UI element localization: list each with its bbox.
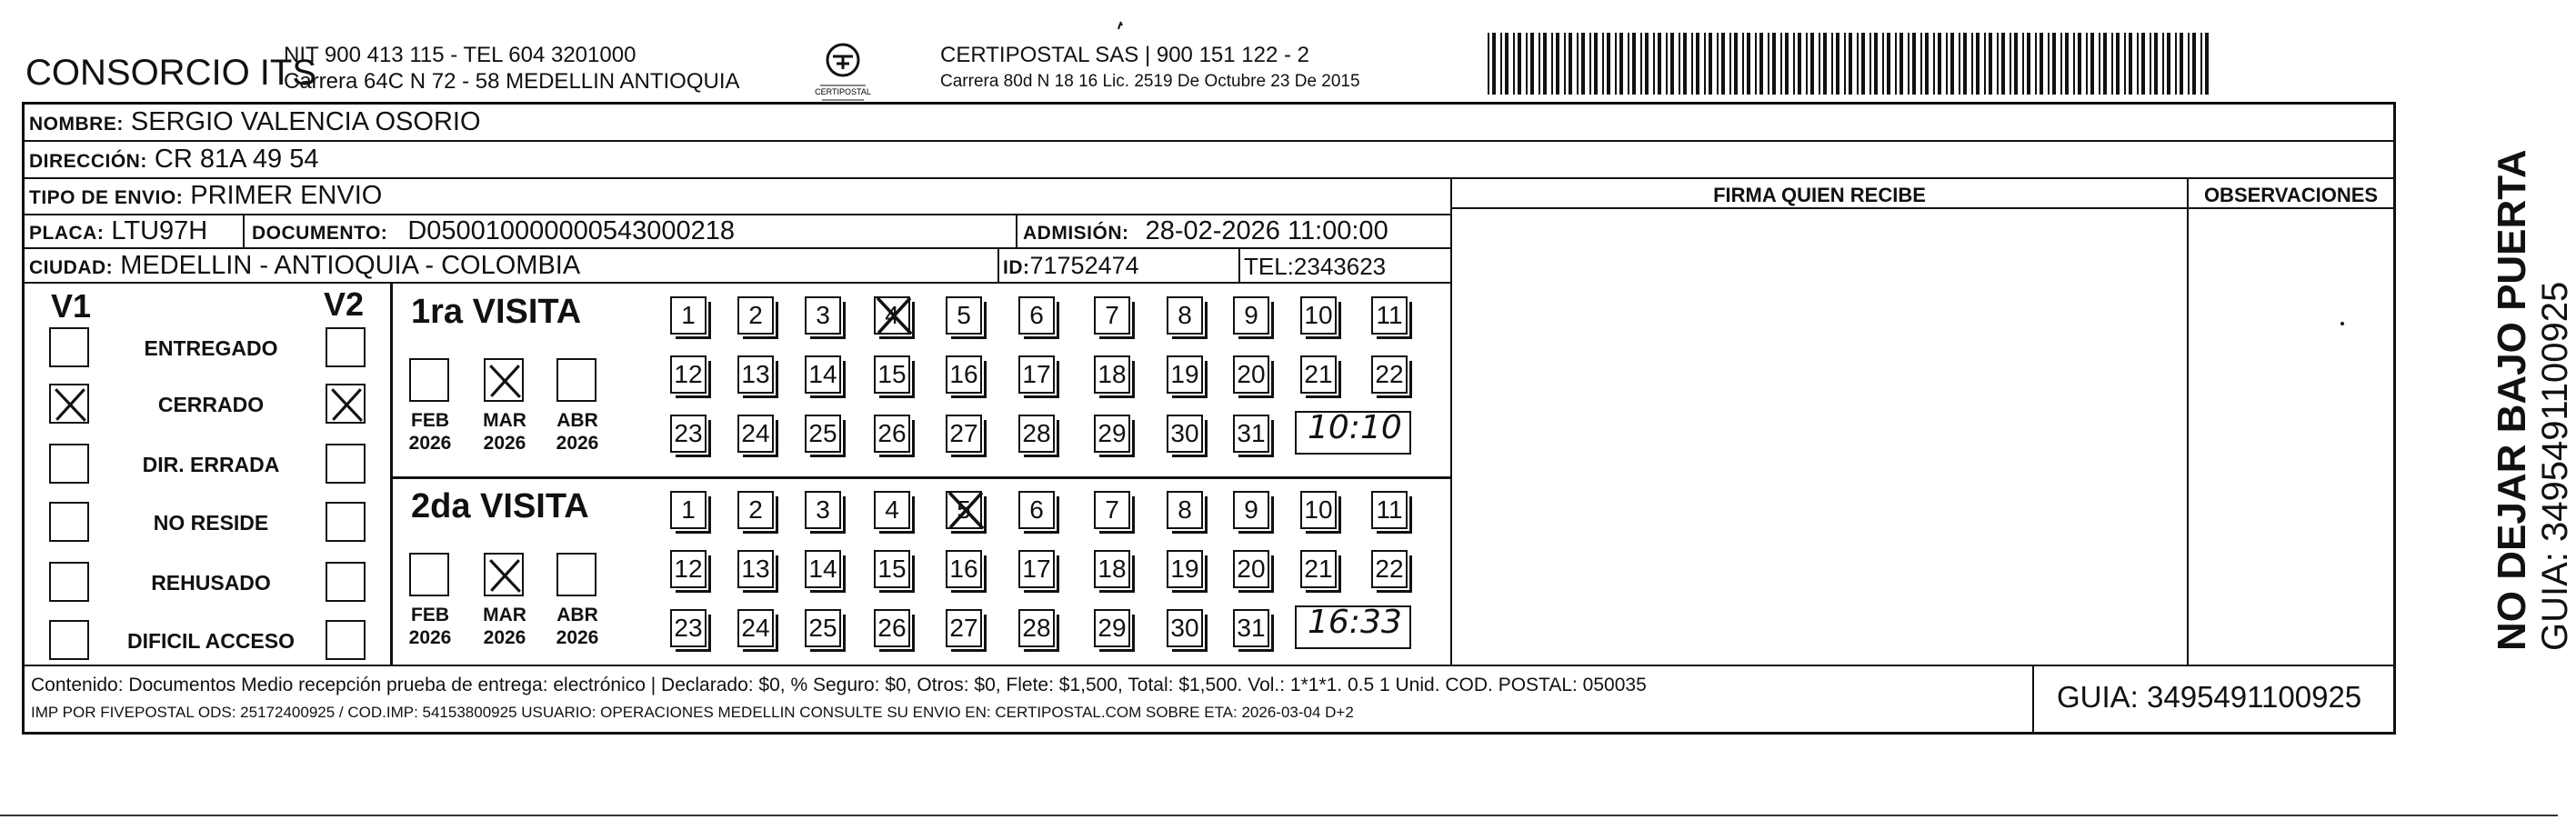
v1-checkbox[interactable] [49, 384, 89, 424]
visit-title: 1ra VISITA [411, 293, 582, 331]
day-checkbox[interactable]: 22 [1371, 355, 1408, 394]
logo-caption: CERTIPOSTAL [815, 87, 871, 96]
observaciones-dot [2340, 322, 2344, 325]
side-guia-text: GUIA: 3495491100925 [2535, 281, 2575, 651]
month-year: 2026 [408, 627, 452, 648]
v2-checkbox[interactable] [326, 562, 366, 602]
day-checkbox[interactable]: 18 [1094, 355, 1130, 394]
company-name: CONSORCIO ITS [25, 53, 317, 93]
day-checkbox[interactable]: 28 [1018, 415, 1055, 453]
month-label [398, 409, 462, 455]
status-label: ENTREGADO [144, 336, 278, 360]
no-dejar-text: NO DEJAR BAJO PUERTA [2490, 149, 2534, 651]
day-checkbox[interactable]: 21 [1300, 355, 1337, 394]
frame-right [2393, 102, 2396, 735]
day-checkbox[interactable]: 9 [1233, 491, 1269, 529]
page-bottom-rule [0, 815, 2558, 816]
day-checkbox[interactable]: 23 [670, 415, 707, 453]
day-checkbox[interactable]: 29 [1094, 609, 1130, 647]
row-line-2 [22, 177, 2396, 179]
day-checkbox[interactable]: 25 [805, 609, 841, 647]
admision-value: 28-02-2026 11:00:00 [1145, 216, 1388, 245]
col-header-line [1450, 207, 2396, 209]
v2-checkbox[interactable] [326, 384, 366, 424]
day-checkbox[interactable]: 3 [805, 491, 841, 529]
ciudad-value: MEDELLIN - ANTIOQUIA - COLOMBIA [120, 251, 581, 280]
divider-guia [2032, 665, 2034, 732]
v2-checkbox[interactable] [326, 444, 366, 484]
divider-status [390, 282, 393, 665]
day-checkbox[interactable]: 1 [670, 296, 707, 335]
observaciones-header: OBSERVACIONES [2203, 184, 2379, 206]
status-label: DIFICIL ACCESO [126, 629, 295, 653]
id-row [1003, 250, 1139, 284]
direccion-label: DIRECCIÓN: [29, 151, 147, 172]
documento-value: D050010000000543000218 [407, 216, 735, 245]
status-label: CERRADO [157, 393, 265, 416]
day-checkbox[interactable]: 22 [1371, 550, 1408, 588]
tipo-row [29, 180, 382, 214]
v1-label: V1 [51, 287, 92, 325]
day-checkbox[interactable]: 19 [1167, 355, 1203, 394]
month-label [398, 604, 462, 649]
day-checkbox[interactable]: 7 [1094, 491, 1130, 529]
documento-row [252, 215, 735, 249]
admision-row [1023, 215, 1388, 249]
frame-top [22, 102, 2396, 105]
day-checkbox[interactable]: 25 [805, 415, 841, 453]
day-checkbox[interactable]: 14 [805, 355, 841, 394]
day-checkbox[interactable]: 21 [1300, 550, 1337, 588]
tel-value: TEL:2343623 [1244, 253, 1387, 280]
day-checkbox[interactable]: 29 [1094, 415, 1130, 453]
certipostal-line1: CERTIPOSTAL SAS | 900 151 122 - 2 [940, 43, 1309, 67]
footer-imp-line: IMP POR FIVEPOSTAL ODS: 25172400925 / COD.IMP: 54153800925 USUARIO: OPERACIONES MEDELLIN CONSULTE SU ENVIO EN: CERTIPOSTAL.COM SOBRE ETA: 2026-03-04 D+2 [31, 704, 1354, 721]
frame-bottom [22, 732, 2396, 735]
day-checkbox[interactable]: 3 [805, 296, 841, 335]
address-line: Carrera 64C N 72 - 58 MEDELLIN ANTIOQUIA [284, 69, 740, 94]
frame-left [22, 102, 25, 735]
day-checkbox[interactable]: 8 [1167, 296, 1203, 335]
day-checkbox[interactable]: 16 [946, 355, 982, 394]
visit-time: 16:33 [1308, 604, 1402, 641]
row-line-1 [22, 140, 2396, 142]
col-divider-firma [1450, 177, 1452, 665]
col-divider-obs [2187, 177, 2189, 665]
v1-checkbox[interactable] [49, 620, 89, 660]
v2-checkbox[interactable] [326, 327, 366, 367]
month-name: ABR [556, 410, 598, 431]
visit-title: 2da VISITA [411, 487, 589, 525]
day-checkbox[interactable]: 19 [1167, 550, 1203, 588]
v2-checkbox[interactable] [326, 502, 366, 542]
divider-id [997, 247, 999, 282]
day-checkbox[interactable]: 31 [1233, 415, 1269, 453]
guia-number: GUIA: 3495491100925 [2057, 680, 2362, 714]
tipo-value: PRIMER ENVIO [190, 181, 383, 210]
day-checkbox[interactable]: 20 [1233, 550, 1269, 588]
certipostal-info [940, 42, 1360, 95]
day-checkbox[interactable]: 8 [1167, 491, 1203, 529]
day-checkbox[interactable]: 2 [737, 296, 774, 335]
day-checkbox[interactable]: 23 [670, 609, 707, 647]
ciudad-row [29, 250, 580, 284]
day-checkbox[interactable]: 1 [670, 491, 707, 529]
day-checkbox[interactable]: 10 [1300, 296, 1337, 335]
month-name: FEB [411, 410, 449, 431]
month-checkbox[interactable] [484, 358, 524, 402]
month-name: FEB [411, 605, 449, 625]
ciudad-label: CIUDAD: [29, 257, 114, 278]
v1-checkbox[interactable] [49, 444, 89, 484]
day-checkbox[interactable]: 30 [1167, 415, 1203, 453]
day-checkbox[interactable]: 17 [1018, 355, 1055, 394]
month-year: 2026 [483, 627, 526, 648]
placa-row [29, 215, 207, 249]
day-checkbox[interactable]: 12 [670, 550, 707, 588]
month-checkbox[interactable] [556, 358, 596, 402]
day-checkbox[interactable]: 4 [874, 296, 910, 335]
tipo-label: TIPO DE ENVIO: [29, 187, 184, 208]
day-checkbox[interactable]: 24 [737, 609, 774, 647]
visit-time: 10:10 [1308, 409, 1402, 446]
month-label [473, 604, 536, 649]
nombre-value: SERGIO VALENCIA OSORIO [130, 107, 481, 136]
v2-checkbox[interactable] [326, 620, 366, 660]
id-label: ID: [1003, 257, 1030, 278]
placa-label: PLACA: [29, 223, 105, 244]
status-label: NO RESIDE [153, 511, 269, 535]
month-label [473, 409, 536, 455]
day-checkbox[interactable]: 13 [737, 550, 774, 588]
firma-header: FIRMA QUIEN RECIBE [1713, 184, 1926, 206]
day-checkbox[interactable]: 9 [1233, 296, 1269, 335]
month-year: 2026 [556, 433, 599, 454]
month-label [546, 409, 609, 455]
v1-checkbox[interactable] [49, 502, 89, 542]
day-checkbox[interactable]: 2 [737, 491, 774, 529]
month-year: 2026 [556, 627, 599, 648]
v1-checkbox[interactable] [49, 562, 89, 602]
day-checkbox[interactable]: 26 [874, 415, 910, 453]
month-name: MAR [483, 410, 526, 431]
footer-content-line: Contenido: Documentos Medio recepción prueba de entrega: electrónico | Declarado: $0, % Seguro: $0, Otros: $0, Flete: $1,500, Total: $1,500. Vol.: 1*1*1. 0.5 1 Unid. COD. POSTAL: 050035 [31, 675, 1647, 695]
id-value: 71752474 [1029, 252, 1139, 279]
day-checkbox[interactable]: 12 [670, 355, 707, 394]
day-checkbox[interactable]: 10 [1300, 491, 1337, 529]
direccion-row [29, 144, 318, 177]
month-year: 2026 [408, 433, 452, 454]
company-info [284, 42, 740, 95]
divider-tel [1238, 247, 1240, 282]
month-name: ABR [556, 605, 598, 625]
side-vertical-text [2490, 149, 2576, 651]
nit-line: NIT 900 413 115 - TEL 604 3201000 [284, 43, 636, 67]
day-checkbox[interactable]: 15 [874, 355, 910, 394]
day-checkbox[interactable]: 18 [1094, 550, 1130, 588]
day-checkbox[interactable]: 15 [874, 550, 910, 588]
day-checkbox[interactable]: 13 [737, 355, 774, 394]
day-checkbox[interactable]: 16 [946, 550, 982, 588]
nombre-row [29, 106, 481, 140]
month-label [546, 604, 609, 649]
v2-label: V2 [324, 285, 365, 323]
day-checkbox[interactable]: 20 [1233, 355, 1269, 394]
day-checkbox[interactable]: 7 [1094, 296, 1130, 335]
certipostal-line2: Carrera 80d N 18 16 Lic. 2519 De Octubre 23 De 2015 [940, 72, 1360, 91]
divider-visits [390, 476, 1450, 479]
day-checkbox[interactable]: 11 [1371, 491, 1408, 529]
month-year: 2026 [483, 433, 526, 454]
day-checkbox[interactable]: 31 [1233, 609, 1269, 647]
day-checkbox[interactable]: 11 [1371, 296, 1408, 335]
day-checkbox[interactable]: 5 [946, 491, 982, 529]
day-checkbox[interactable]: 28 [1018, 609, 1055, 647]
status-label: DIR. ERRADA [142, 453, 280, 476]
day-checkbox[interactable]: 6 [1018, 491, 1055, 529]
admision-label: ADMISIÓN: [1023, 223, 1129, 244]
day-checkbox[interactable]: 27 [946, 609, 982, 647]
direccion-value: CR 81A 49 54 [154, 145, 319, 174]
month-name: MAR [483, 605, 526, 625]
day-checkbox[interactable]: 6 [1018, 296, 1055, 335]
divider-admision [1016, 214, 1017, 247]
nombre-label: NOMBRE: [29, 114, 124, 135]
divider-placa [243, 214, 245, 247]
documento-label: DOCUMENTO: [252, 223, 388, 244]
day-checkbox[interactable]: 30 [1167, 609, 1203, 647]
day-checkbox[interactable]: 5 [946, 296, 982, 335]
day-checkbox[interactable]: 17 [1018, 550, 1055, 588]
status-label: REHUSADO [151, 571, 271, 595]
day-checkbox[interactable]: 26 [874, 609, 910, 647]
day-checkbox[interactable]: 14 [805, 550, 841, 588]
day-checkbox[interactable]: 27 [946, 415, 982, 453]
certipostal-logo-icon [815, 40, 871, 104]
footer-line [22, 665, 2396, 666]
month-checkbox[interactable] [484, 553, 524, 596]
day-checkbox[interactable]: 4 [874, 491, 910, 529]
month-checkbox[interactable] [409, 358, 449, 402]
month-checkbox[interactable] [556, 553, 596, 596]
month-checkbox[interactable] [409, 553, 449, 596]
placa-value: LTU97H [111, 216, 208, 245]
barcode-icon [1488, 33, 2211, 95]
day-checkbox[interactable]: 24 [737, 415, 774, 453]
v1-checkbox[interactable] [49, 327, 89, 367]
